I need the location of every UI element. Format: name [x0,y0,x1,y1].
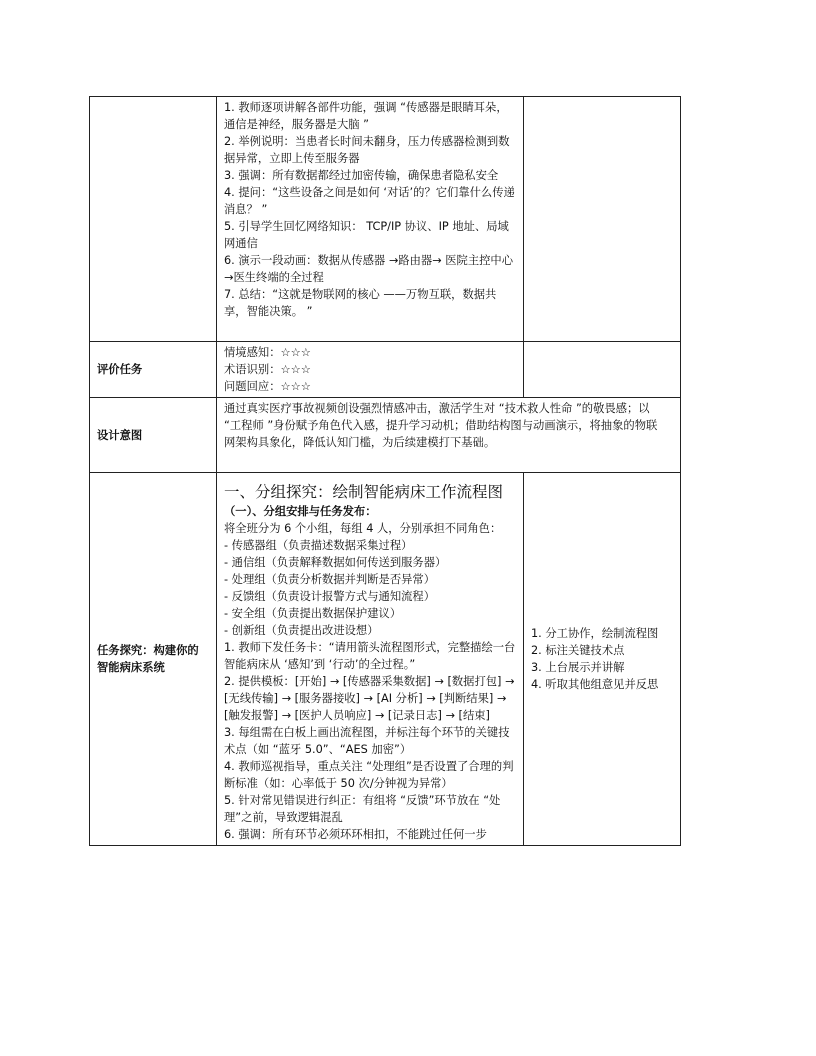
group-item: - 传感器组（负责描述数据采集过程） [224,539,413,552]
evaluation-content-cell [217,342,524,398]
task-step-list [224,639,516,843]
steps-right-cell [524,97,681,342]
task-content-cell [217,473,524,846]
step-item: 7. 总结：“这就是物联网的核心 ——万物互联，数据共享，智能决策。 ” [224,288,497,318]
evaluation-item: 问题回应：☆☆☆ [224,380,311,393]
task-step-item: 6. 强调：所有环节必须环环相扣，不能跳过任何一步 [224,828,487,841]
task-step-item: 3. 每组需在白板上画出流程图，并标注每个环节的关键技术点（如 “蓝牙 5.0”、“AES 加密”） [224,726,510,756]
evaluation-row [90,342,681,398]
evaluation-label-cell: 评价任务 [90,342,217,398]
task-heading: 一、分组探究：绘制智能病床工作流程图 [224,483,504,501]
group-item: - 处理组（负责分析数据并判断是否异常） [224,573,436,586]
student-activity-item: 1. 分工协作，绘制流程图 [531,627,659,640]
lesson-plan-table [89,96,681,846]
evaluation-item: 情境感知：☆☆☆ [224,346,311,359]
task-label-cell: 任务探究：构建你的智能病床系统 [90,473,217,846]
step-item: 1. 教师逐项讲解各部件功能，强调 “传感器是眼睛耳朵，通信是神经，服务器是大脑 ” [224,101,508,131]
student-activity-item: 4. 听取其他组意见并反思 [531,678,659,691]
task-right-cell [524,473,681,846]
group-item: - 创新组（负责提出改进设想） [224,624,379,637]
step-item: 2. 举例说明：当患者长时间未翻身，压力传感器检测到数据异常，立即上传至服务器 [224,135,510,165]
step-item: 6. 演示一段动画：数据从传感器 →路由器→ 医院主控中心→医生终端的全过程 [224,254,514,284]
step-item: 3. 强调：所有数据都经过加密传输，确保患者隐私安全 [224,169,499,182]
task-subheading: （一）、分组安排与任务发布： [224,505,377,518]
design-label-cell: 设计意图 [90,398,217,473]
design-intent-text: 通过真实医疗事故视频创设强烈情感冲击，激活学生对 “技术救人性命 ”的敬畏感；以 “工程师 ”身份赋予角色代入感，提升学习动机；借助结构图与动画演示，将抽象的物联网架构具象化，降低认知门槛，为后续建模打下基础。 [224,402,658,449]
student-activity-item: 2. 标注关键技术点 [531,644,625,657]
group-item: - 反馈组（负责设计报警方式与通知流程） [224,590,436,603]
design-row [90,398,681,473]
group-list [224,537,516,639]
group-item: - 通信组（负责解释数据如何传送到服务器） [224,556,447,569]
task-step-item: 2. 提供模板：[开始] → [传感器采集数据] → [数据打包] → [无线传输] → [服务器接收] → [AI 分析] → [判断结果] → [触发报警] → [医护人员响应] → [记录日志] → [结束] [224,675,515,722]
student-activity-item: 3. 上台展示并讲解 [531,661,625,674]
step-item: 5. 引导学生回忆网络知识： TCP/IP 协议、IP 地址、局域网通信 [224,220,509,250]
evaluation-item: 术语识别：☆☆☆ [224,363,311,376]
task-row [90,473,681,846]
steps-row [90,97,681,342]
steps-content-cell [217,97,524,342]
task-step-item: 1. 教师下发任务卡：“请用箭头流程图形式，完整描绘一台智能病床从 ‘感知’到 ‘行动’的全过程。” [224,641,516,671]
evaluation-right-cell [524,342,681,398]
task-step-item: 4. 教师巡视指导，重点关注 “处理组”是否设置了合理的判断标准（如：心率低于 50 次/分钟视为异常） [224,760,514,790]
task-intro: 将全班分为 6 个小组，每组 4 人，分别承担不同角色： [224,522,502,535]
group-item: - 安全组（负责提出数据保护建议） [224,607,402,620]
task-step-item: 5. 针对常见错误进行纠正：有组将 “反馈”环节放在 “处理”之前，导致逻辑混乱 [224,794,501,824]
step-item: 4. 提问：“这些设备之间是如何 ‘对话’的？它们靠什么传递消息？ ” [224,186,515,216]
design-content-cell [217,398,681,473]
steps-label-cell [90,97,217,342]
